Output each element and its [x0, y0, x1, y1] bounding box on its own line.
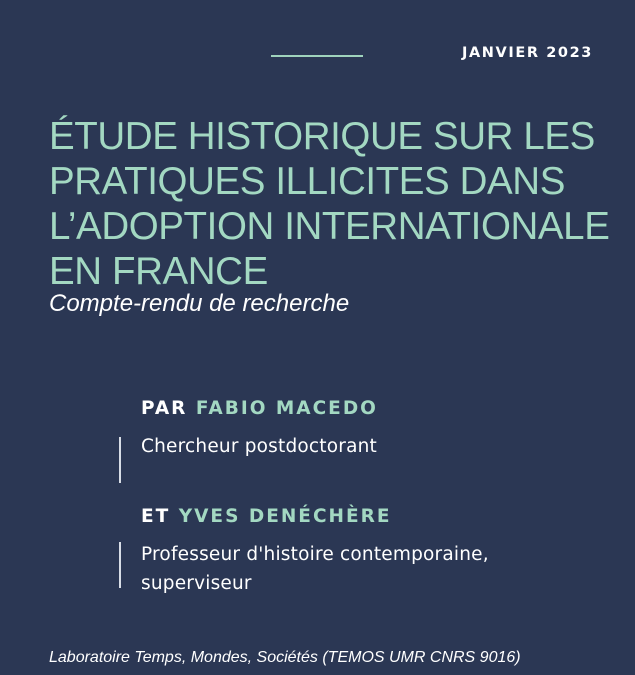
laboratory-footer: Laboratoire Temps, Mondes, Sociétés (TEMOS UMR CNRS 9016)	[49, 649, 521, 666]
title-line: ÉTUDE HISTORIQUE SUR LES	[49, 115, 595, 158]
title-line: L’ADOPTION INTERNATIONALE	[49, 205, 610, 248]
author-lead: ET	[141, 506, 171, 527]
author-vertical-rule	[119, 437, 121, 483]
author-role-2	[141, 540, 489, 598]
publication-date: JANVIER 2023	[461, 45, 593, 61]
author-heading-2	[141, 506, 392, 527]
document-subtitle: Compte-rendu de recherche	[49, 290, 350, 317]
author-heading-1	[141, 398, 378, 419]
author-role-1	[141, 432, 377, 461]
top-divider	[271, 55, 363, 57]
author-role-line: superviseur	[141, 573, 252, 594]
author-name: YVES DENÉCHÈRE	[178, 506, 392, 527]
document-title	[49, 114, 609, 294]
author-vertical-rule	[119, 542, 121, 588]
author-name: FABIO MACEDO	[195, 398, 378, 419]
title-line: PRATIQUES ILLICITES DANS	[49, 160, 565, 203]
title-line: EN FRANCE	[49, 250, 268, 293]
author-role-line: Chercheur postdoctorant	[141, 436, 377, 457]
author-role-line: Professeur d'histoire contemporaine,	[141, 544, 489, 565]
author-lead: PAR	[141, 398, 188, 419]
